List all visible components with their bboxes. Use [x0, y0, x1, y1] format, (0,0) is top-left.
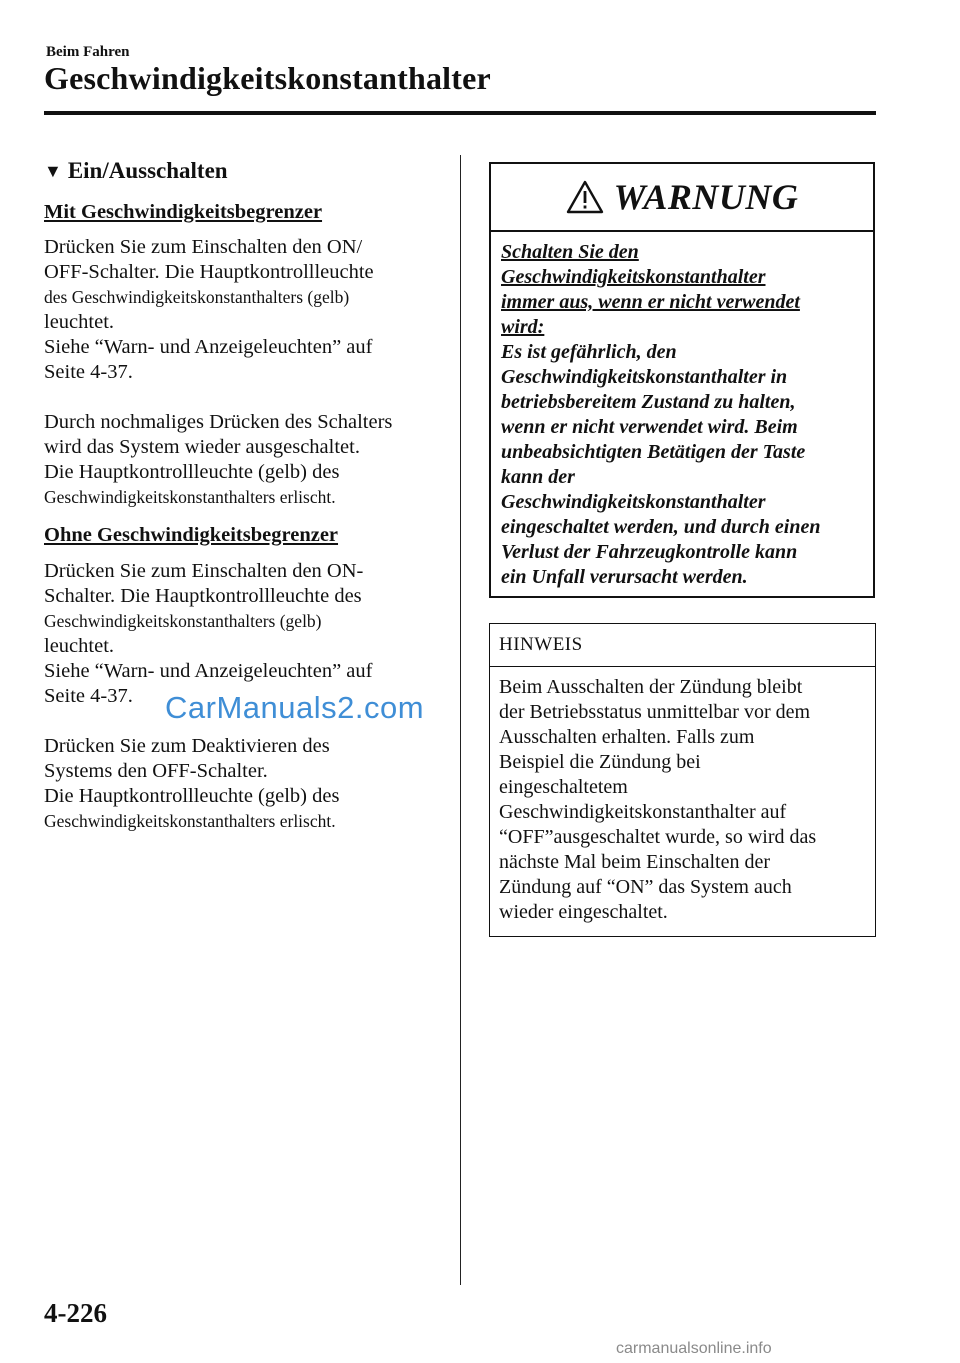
warning-line: Geschwindigkeitskonstanthalter — [501, 491, 766, 513]
title-rule — [44, 111, 876, 115]
note-line: Beim Ausschalten der Zündung bleibt — [499, 676, 803, 698]
text-line: Drücken Sie zum Einschalten den ON/ — [44, 236, 363, 258]
warning-line: immer aus, wenn er nicht verwendet — [501, 291, 800, 313]
warning-triangle-icon — [566, 180, 604, 214]
text-line: Drücken Sie zum Deaktivieren des — [44, 735, 330, 757]
note-line: Ausschalten erhalten. Falls zum — [499, 726, 755, 748]
running-title: Beim Fahren — [46, 44, 130, 60]
warning-line: kann der — [501, 466, 575, 488]
warning-line: Geschwindigkeitskonstanthalter — [501, 266, 766, 288]
text-line: Systems den OFF-Schalter. — [44, 760, 268, 782]
without-limiter-para-2 — [44, 734, 449, 834]
warning-box — [489, 162, 875, 598]
text-line: Siehe “Warn- und Anzeigeleuchten” auf — [44, 336, 373, 358]
warning-line: betriebsbereitem Zustand zu halten, — [501, 391, 796, 413]
text-line: Seite 4-37. — [44, 685, 133, 707]
note-line: eingeschaltetem — [499, 776, 628, 798]
text-line: Geschwindigkeitskonstanthalters (gelb) — [44, 611, 322, 631]
note-line: Zündung auf “ON” das System auch — [499, 876, 792, 898]
text-line: Die Hauptkontrollleuchte (gelb) des — [44, 785, 340, 807]
text-line: Die Hauptkontrollleuchte (gelb) des — [44, 461, 340, 483]
note-line: “OFF”ausgeschaltet wurde, so wird das — [499, 826, 817, 848]
warning-line: unbeabsichtigten Betätigen der Taste — [501, 441, 806, 463]
text-line: Seite 4-37. — [44, 361, 133, 383]
warning-line: wenn er nicht verwendet wird. Beim — [501, 416, 798, 438]
text-line: Geschwindigkeitskonstanthalters erlischt. — [44, 811, 336, 831]
text-line: Durch nochmaliges Drücken des Schalters — [44, 411, 393, 433]
warning-line: eingeschaltet werden, und durch einen — [501, 516, 821, 538]
warning-header — [491, 164, 873, 232]
text-line: des Geschwindigkeitskonstanthalters (gelb) — [44, 287, 350, 307]
note-line: wieder eingeschaltet. — [499, 901, 668, 923]
subheading-with-limiter: Mit Geschwindigkeitsbegrenzer — [44, 201, 323, 223]
text-line: Geschwindigkeitskonstanthalters erlischt. — [44, 487, 336, 507]
column-divider — [460, 155, 461, 1285]
note-line: nächste Mal beim Einschalten der — [499, 851, 771, 873]
watermark: CarManuals2.com — [165, 690, 425, 725]
warning-line: Geschwindigkeitskonstanthalter in — [501, 366, 788, 388]
text-line: Schalter. Die Hauptkontrollleuchte des — [44, 585, 362, 607]
warning-line: wird: — [501, 316, 545, 338]
note-line: Beispiel die Zündung bei — [499, 751, 701, 773]
text-line: leuchtet. — [44, 635, 115, 657]
note-title: HINWEIS — [490, 624, 875, 667]
note-box — [489, 623, 876, 937]
with-limiter-para-2 — [44, 410, 449, 510]
warning-line: Schalten Sie den — [501, 241, 639, 263]
note-body — [490, 667, 875, 925]
warning-line: Es ist gefährlich, den — [501, 341, 677, 363]
warning-line: ein Unfall verursacht werden. — [501, 566, 748, 588]
note-line: Geschwindigkeitskonstanthalter auf — [499, 801, 787, 823]
page-title: Geschwindigkeitskonstanthalter — [44, 60, 491, 96]
text-line: Siehe “Warn- und Anzeigeleuchten” auf — [44, 660, 373, 682]
footer-watermark: carmanualsonline.info — [616, 1340, 772, 1357]
subheading-without-limiter: Ohne Geschwindigkeitsbegrenzer — [44, 524, 339, 546]
note-line: der Betriebsstatus unmittelbar vor dem — [499, 701, 811, 723]
page-number: 4-226 — [44, 1298, 107, 1328]
text-line: leuchtet. — [44, 311, 115, 333]
warning-body — [491, 232, 873, 590]
triangle-down-icon: ▼ — [44, 160, 62, 181]
without-limiter-para-1 — [44, 559, 449, 709]
text-line: Drücken Sie zum Einschalten den ON- — [44, 560, 364, 582]
section-heading — [44, 158, 449, 183]
warning-line: Verlust der Fahrzeugkontrolle kann — [501, 541, 798, 563]
text-line: wird das System wieder ausgeschaltet. — [44, 436, 360, 458]
with-limiter-para-1 — [44, 235, 449, 385]
section-heading-text: Ein/Ausschalten — [67, 158, 228, 183]
text-line: OFF-Schalter. Die Hauptkontrollleuchte — [44, 261, 374, 283]
warning-title: WARNUNG — [613, 177, 799, 217]
